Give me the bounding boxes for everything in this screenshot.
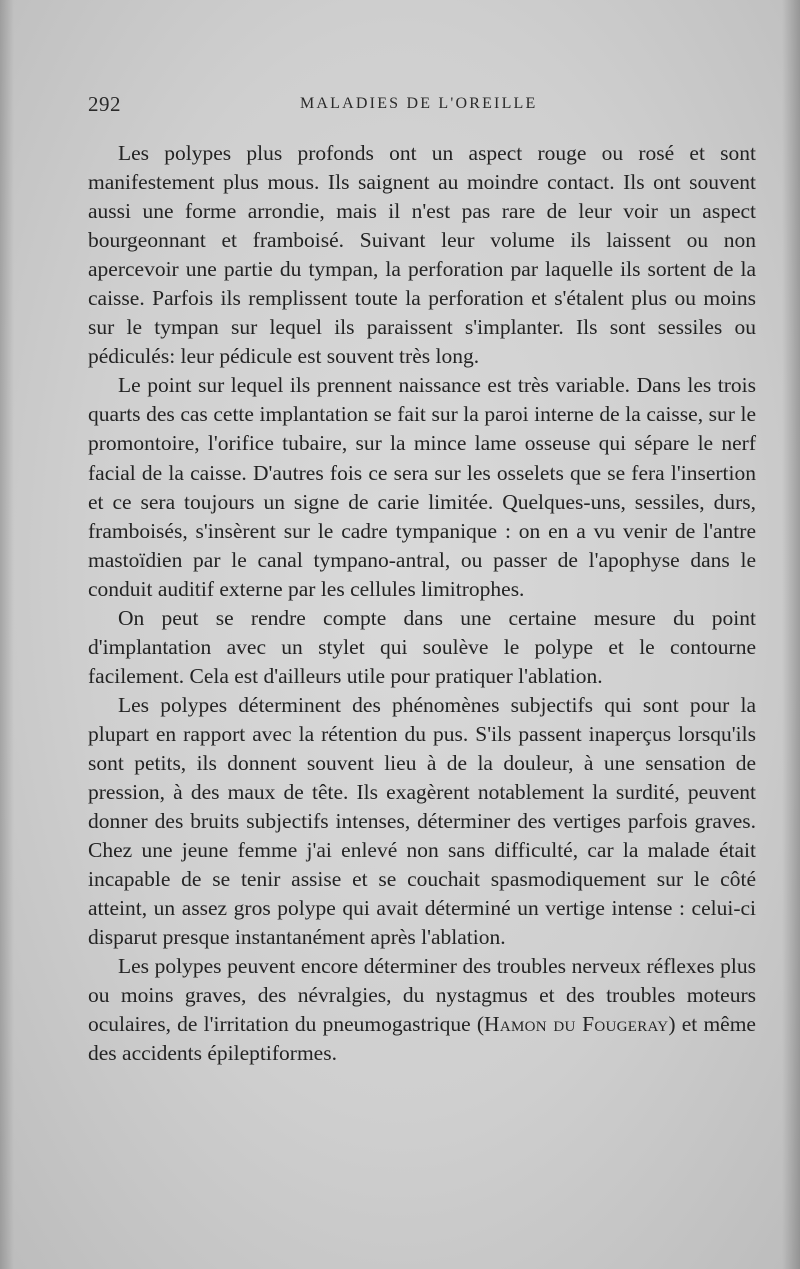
body-text: [88, 139, 756, 1069]
paragraph-polyp-appearance: Les polypes plus profonds ont un aspect rouge ou rosé et sont manifestement plus mous. Ils saignent au moindre contact. Ils ont souvent aussi une forme arrondie, mais il n'est pas rare de leur voir un aspect bourgeonnant et framboisé. Suivant leur volume ils laissent ou non apercevoir une partie du tympan, la perforation par laquelle ils sortent de la caisse. Parfois ils remplissent toute la perforation et s'étalent plus ou moins sur le tympan sur lequel ils paraissent s'implanter. Ils sont sessiles ou pédiculés: leur pédicule est souvent très long.: [88, 141, 756, 369]
paragraph-text-before: Les polypes peuvent encore déterminer des troubles nerveux réflexes plus ou moins graves, des névralgies, du nystagmus et des troubles moteurs oculaires, de l'irritation du pneumogastrique (: [88, 954, 756, 1037]
paragraph-subjective-phenomena: Les polypes déterminent des phénomènes subjectifs qui sont pour la plupart en rapport avec la rétention du pus. S'ils passent inaperçus lorsqu'ils sont petits, ils donnent souvent lieu à de la douleur, à une sensation de pression, à des maux de tête. Ils exagèrent notablement la surdité, peuvent donner des bruits subjectifs intenses, déterminer des vertiges parfois graves. Chez une jeune femme j'ai enlevé non sans difficulté, car la malade était incapable de se tenir assise et se couchait spasmodiquement sur le côté atteint, un assez gros polype qui avait déterminé un vertige intense : celui-ci disparut presque instantanément après l'ablation.: [88, 692, 756, 950]
paragraph-implantation-site: Le point sur lequel ils prennent naissance est très variable. Dans les trois quarts des cas cette implantation se fait sur la paroi interne de la caisse, sur le promontoire, l'orifice tubaire, sur la mince lame osseuse qui sépare le nerf facial de la caisse. D'autres fois ce sera sur les osselets que se fera l'insertion et ce sera toujours un signe de carie limitée. Quelques-uns, sessiles, durs, framboisés, s'insèrent sur le cadre tympanique : on en a vu venir de l'antre mastoïdien par le canal tympano-antral, ou passer de l'apophyse dans le conduit auditif externe par les cellules limitrophes.: [88, 373, 756, 601]
page-header: [88, 92, 758, 118]
paragraph-text-after: ) et même des accidents épileptiformes.: [88, 1012, 756, 1066]
running-title: MALADIES DE L'OREILLE: [300, 95, 538, 112]
paragraph-stylet-exploration: On peut se rendre compte dans une certaine mesure du point d'implantation avec un stylet qui soulève le polype et le contourne facilement. Cela est d'ailleurs utile pour pratiquer l'ablation.: [88, 605, 756, 688]
page-number: 292: [88, 92, 121, 116]
cited-author: Hamon du Fougeray: [484, 1012, 669, 1037]
paragraph-nervous-troubles: [88, 952, 756, 1068]
